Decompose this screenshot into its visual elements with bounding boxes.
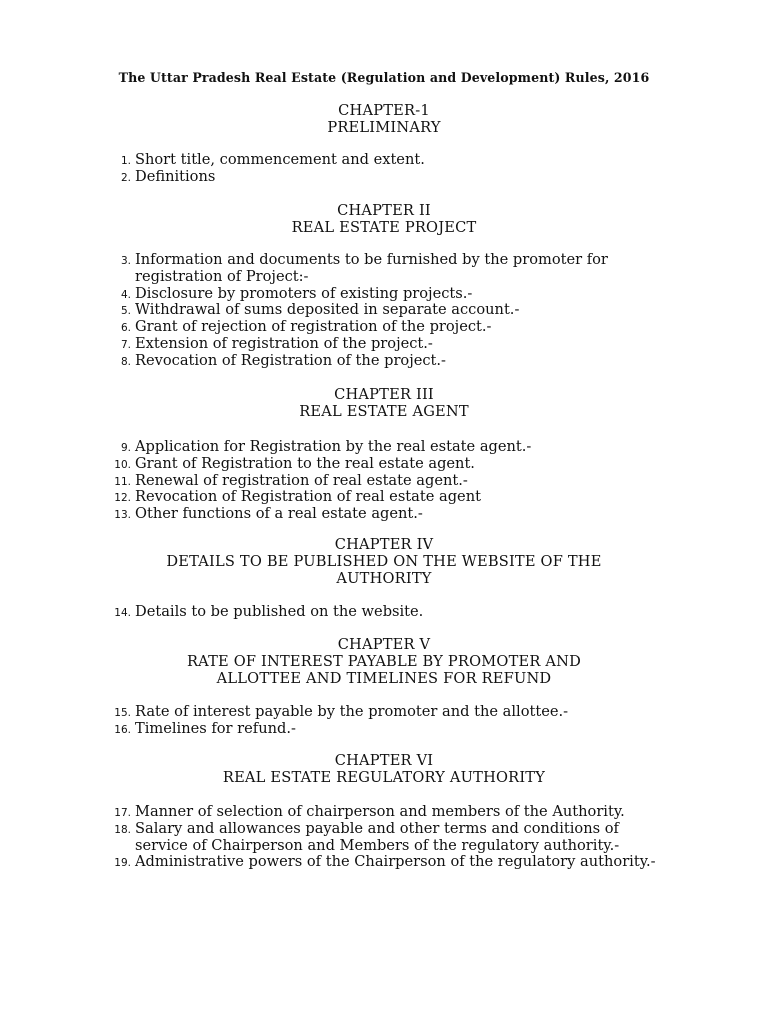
chapter-5-section [0,636,768,738]
list-item [0,152,675,169]
rule-number: 13. [114,509,131,522]
rule-text: Renewal of registration of real estate agent.- [135,471,468,489]
chapter-subheading: REAL ESTATE PROJECT [291,219,477,236]
chapter-subheading: PRELIMINARY [327,119,441,136]
list-item [0,854,675,871]
chapter-heading: CHAPTER-1 [338,102,430,119]
rule-number: 6. [120,322,131,335]
list-item [0,804,675,821]
rule-text: Revocation of Registration of the project.- [135,351,446,369]
rule-text: Extension of registration of the project.- [135,334,433,352]
rule-text: Other functions of a real estate agent.- [135,505,423,523]
chapter-rules-list [0,704,768,738]
rule-text: Administrative powers of the Chairperson of the regulatory authority.- [135,853,656,871]
chapter-subheading: AUTHORITY [336,570,432,587]
chapter-subheading: REAL ESTATE REGULATORY AUTHORITY [222,769,546,786]
rule-number: 2. [120,171,131,184]
rule-text: Rate of interest payable by the promoter and the allottee.- [135,703,569,720]
rule-number: 11. [114,475,131,488]
rule-number: 15. [114,707,131,719]
rule-text: Information and documents to be furnished by the promoter for registration of Project:- [135,251,608,285]
chapter-heading: CHAPTER II [337,202,431,219]
rule-text: Short title, commencement and extent. [135,151,425,168]
rule-number: 8. [120,355,131,368]
list-item [0,489,675,506]
list-item [0,604,675,621]
rule-number: 18. [114,823,131,836]
list-item [0,439,675,456]
rule-number: 5. [120,305,131,318]
rule-text: Revocation of Registration of real estate agent [135,488,481,506]
chapter-heading: CHAPTER V [337,636,431,653]
list-item [0,169,675,186]
chapter-subheading: RATE OF INTEREST PAYABLE BY PROMOTER AND [186,653,582,670]
rule-number: 3. [120,255,131,267]
rule-number: 19. [114,857,131,870]
list-item [0,473,675,490]
rule-text: Salary and allowances payable and other terms and conditions of service of Chairperson and Members of the regulatory authority.- [135,819,620,854]
chapter-rules-list [0,252,768,370]
rule-number: 10. [114,458,131,471]
rule-number: 14. [114,607,131,619]
rule-number: 1. [120,155,131,167]
list-item [0,336,675,353]
chapter-heading: CHAPTER VI [334,752,434,769]
list-item [0,319,675,336]
rule-number: 7. [120,338,131,351]
rule-text: Grant of rejection of registration of the project.- [135,318,492,336]
chapter-subheading: ALLOTTEE AND TIMELINES FOR REFUND [216,670,552,687]
rule-number: 9. [120,442,131,454]
chapter-4-section [0,536,768,621]
rule-text: Application for Registration by the real estate agent.- [135,438,532,455]
chapter-1-section [0,102,768,186]
rule-text: Definitions [135,167,216,185]
rule-text: Manner of selection of chairperson and members of the Authority. [135,803,625,820]
list-item [0,302,675,319]
list-item [0,252,675,286]
chapter-heading: CHAPTER IV [334,536,434,553]
rule-number: 12. [114,492,131,505]
rule-text: Grant of Registration to the real estate agent. [135,454,475,472]
chapter-2-section [0,202,768,370]
chapter-subheading: DETAILS TO BE PUBLISHED ON THE WEBSITE OF THE [166,553,602,570]
rule-number: 17. [114,807,131,819]
list-item [0,506,675,523]
list-item [0,353,675,370]
chapter-heading: CHAPTER III [334,386,434,403]
rule-text: Disclosure by promoters of existing projects.- [135,284,473,302]
list-item [0,456,675,473]
rule-number: 4. [120,288,131,301]
chapter-subheading: REAL ESTATE AGENT [299,403,469,420]
chapter-3-section [0,386,768,523]
chapter-rules-list [0,604,768,621]
rule-text: Withdrawal of sums deposited in separate account.- [135,301,520,319]
list-item [0,721,675,738]
rule-text: Details to be published on the website. [135,603,424,620]
document-title: The Uttar Pradesh Real Estate (Regulation and Development) Rules, 2016 [118,70,650,85]
chapter-6-section [0,752,768,871]
chapter-rules-list [0,439,768,523]
rule-number: 16. [114,723,131,736]
chapter-rules-list [0,804,768,871]
chapter-rules-list [0,152,768,186]
rule-text: Timelines for refund.- [135,719,296,737]
list-item [0,821,675,855]
list-item [0,286,675,303]
list-item [0,704,675,721]
